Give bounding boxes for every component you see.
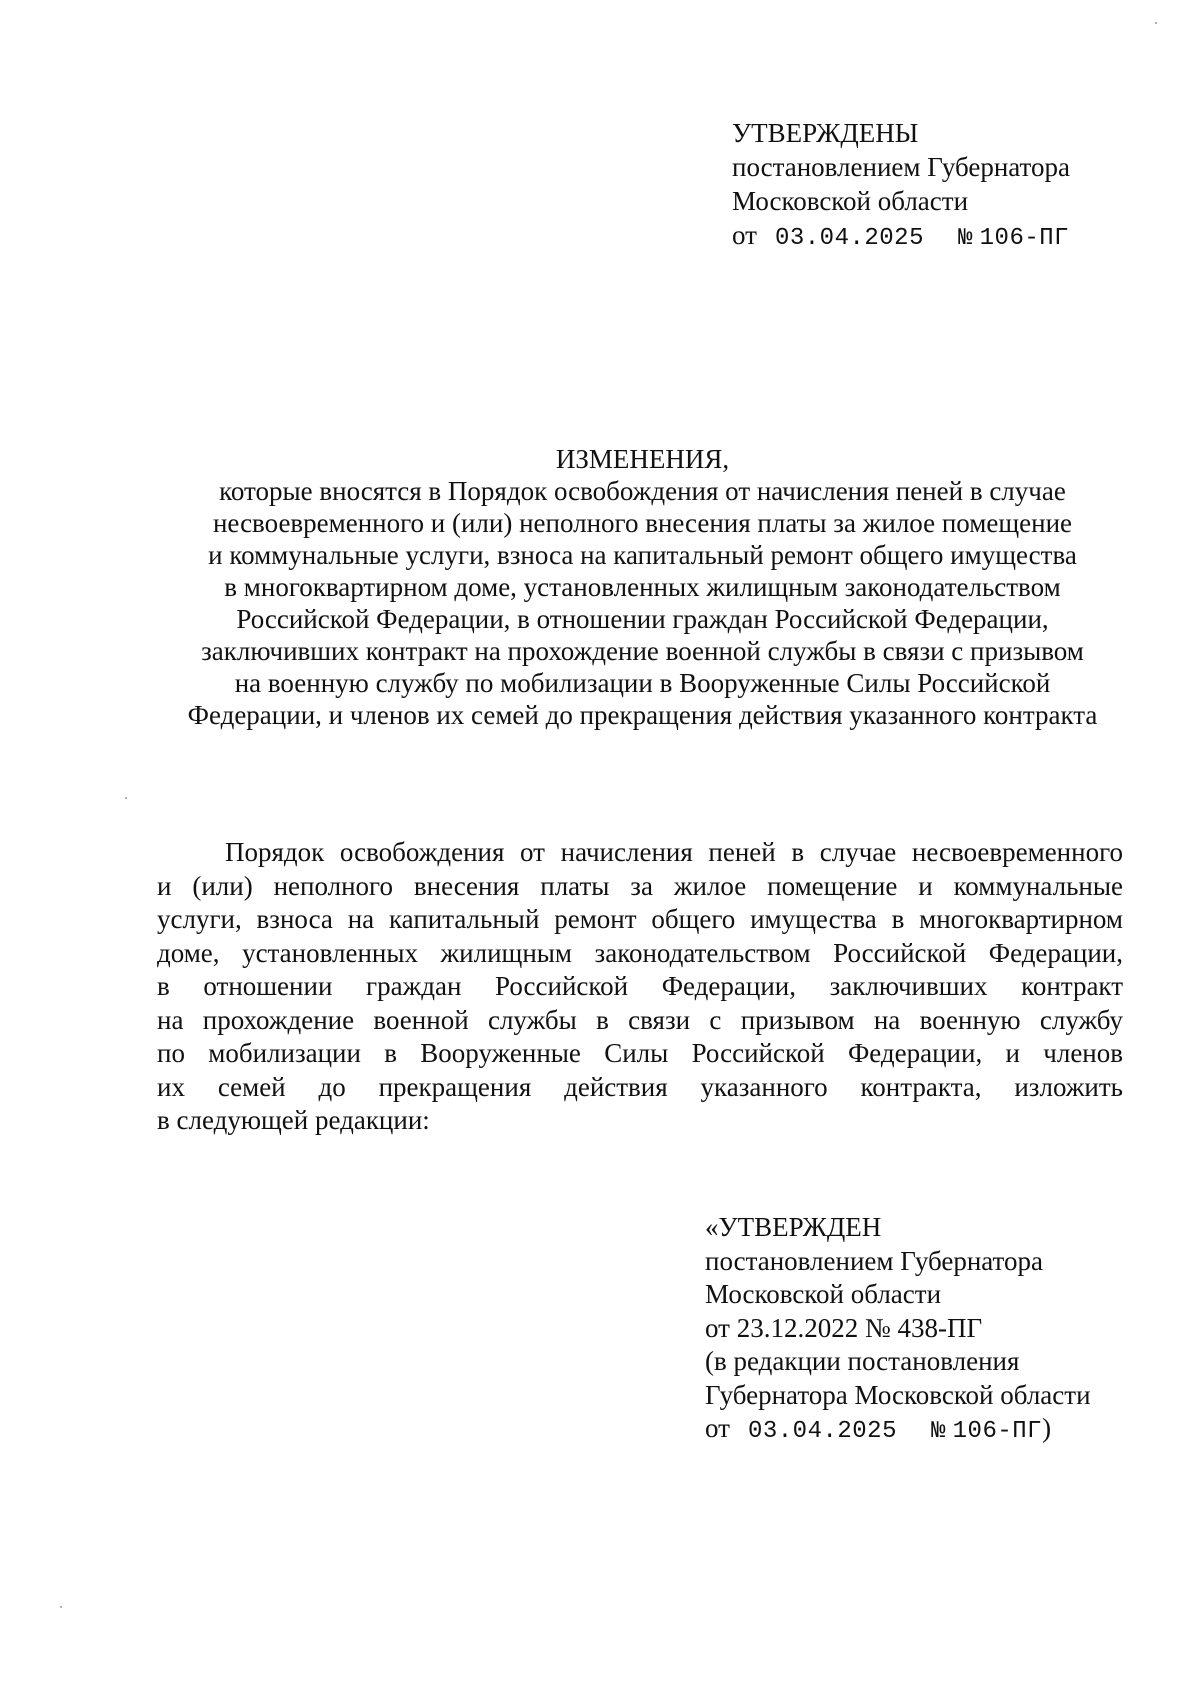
approval-bottom-number: 106-ПГ bbox=[952, 1418, 1043, 1445]
approval-bottom-line: Губернатора Московской области bbox=[705, 1379, 1091, 1410]
approval-title: УТВЕРЖДЕНЫ bbox=[732, 118, 919, 148]
approval-line-1: постановлением Губернатора bbox=[732, 152, 1070, 182]
body-line: в следующей редакции: bbox=[157, 1105, 430, 1135]
heading-line: которые вносятся в Порядок освобождения от начисления пеней в случае bbox=[219, 476, 1066, 506]
approval-line-2: Московской области bbox=[732, 186, 969, 216]
body-line: Порядок освобождения от начисления пеней в случае несвоевременного bbox=[225, 837, 1123, 867]
approval-number: 106-ПГ bbox=[979, 225, 1070, 252]
approval-bottom-number-sign: № bbox=[930, 1418, 946, 1445]
approval-bottom-date-line bbox=[705, 1412, 1091, 1449]
approval-date-line bbox=[732, 218, 1070, 256]
heading-line: несвоевременного и (или) неполного внесения платы за жилое помещение bbox=[212, 508, 1073, 538]
heading-title: ИЗМЕНЕНИЯ, bbox=[555, 444, 730, 474]
approval-bottom-date-prefix: от bbox=[705, 1413, 730, 1443]
body-line: их семей до прекращения действия указанного контракта, изложить bbox=[157, 1071, 1123, 1102]
heading-line: заключивших контракт на прохождение военной службы в связи с призывом bbox=[201, 636, 1084, 666]
heading-line: Федерации, и членов их семей до прекращения действия указанного контракта bbox=[187, 700, 1098, 730]
approval-stamp-bottom bbox=[705, 1211, 1091, 1449]
heading-line: Российской Федерации, в отношении граждан Российской Федерации, bbox=[236, 604, 1049, 634]
approval-bottom-date: 03.04.2025 bbox=[747, 1418, 897, 1445]
body-line: в отношении граждан Российской Федерации, заключивших контракт bbox=[157, 971, 1123, 1001]
body-line: на прохождение военной службы в связи с призывом на военную службу bbox=[157, 1004, 1123, 1035]
scan-speck bbox=[60, 1606, 62, 1608]
approval-date: 03.04.2025 bbox=[774, 225, 924, 252]
scan-speck bbox=[1155, 22, 1157, 24]
body-line: и (или) неполного внесения платы за жилое помещение и коммунальные bbox=[157, 870, 1123, 901]
approval-bottom-line: Московской области bbox=[705, 1279, 942, 1309]
body-line: услуги, взноса на капитальный ремонт общего имущества в многоквартирном bbox=[157, 904, 1123, 934]
heading-line: и коммунальные услуги, взноса на капитальный ремонт общего имущества bbox=[208, 540, 1077, 570]
approval-bottom-line: «УТВЕРЖДЕН bbox=[705, 1212, 882, 1242]
scan-speck bbox=[125, 797, 127, 799]
body-line: доме, установленных жилищным законодательством Российской Федерации, bbox=[157, 937, 1123, 968]
approval-number-sign: № bbox=[957, 225, 973, 252]
document-heading bbox=[150, 443, 1135, 731]
approval-bottom-line: от 23.12.2022 № 438-ПГ bbox=[705, 1312, 983, 1343]
approval-bottom-line: постановлением Губернатора bbox=[705, 1245, 1043, 1276]
heading-line: на военную службу по мобилизации в Вооруженные Силы Российской bbox=[234, 668, 1051, 698]
approval-bottom-line: (в редакции постановления bbox=[705, 1346, 1020, 1376]
heading-line: в многоквартирном доме, установленных жилищным законодательством bbox=[224, 572, 1061, 602]
body-line: по мобилизации в Вооруженные Силы Российской Федерации, и членов bbox=[157, 1038, 1123, 1068]
approval-bottom-suffix: ) bbox=[1042, 1413, 1052, 1443]
body-paragraph bbox=[157, 836, 1123, 1138]
approval-date-prefix: от bbox=[732, 220, 757, 250]
approval-stamp-top bbox=[732, 116, 1070, 256]
